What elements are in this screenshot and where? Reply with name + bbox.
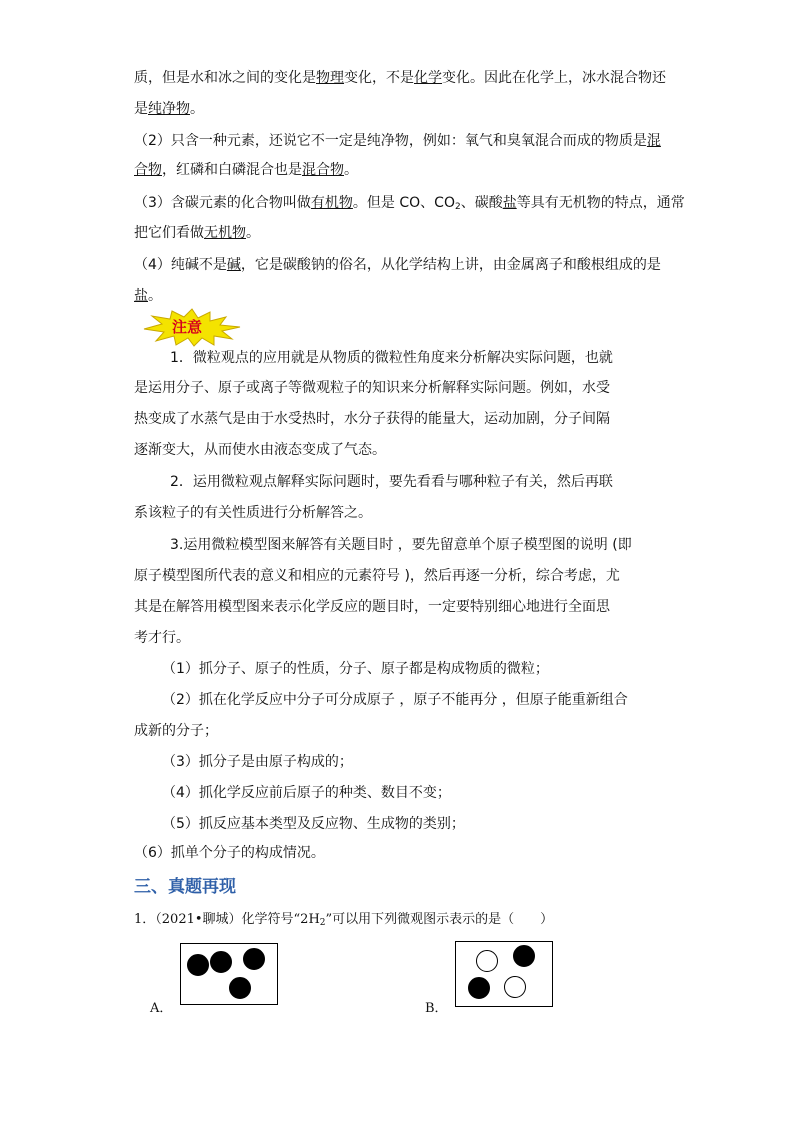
subpoint-2-line-2: 成新的分子； (134, 723, 218, 739)
white-atom-icon (476, 950, 498, 972)
notice-3-line-2: 原子模型图所代表的意义和相应的元素符号 )，然后再逐一分析，综合考虑，尤 (134, 568, 620, 584)
paragraph-2-line-1: （2）只含一种元素，还说它不一定是纯净物，例如：氧气和臭氧混合而成的物质是混 (134, 133, 661, 149)
subpoint-1: （1）抓分子、原子的性质，分子、原子都是构成物质的微粒； (162, 661, 549, 677)
notice-2-line-1: 2．运用微粒观点解释实际问题时，要先看看与哪种粒子有关，然后再联 (170, 474, 613, 490)
black-atom-icon (210, 951, 232, 973)
notice-badge-label: 注意 (172, 318, 203, 336)
black-atom-icon (243, 948, 265, 970)
option-b-diagram (455, 941, 553, 1007)
option-a-diagram (180, 943, 278, 1005)
black-atom-icon (468, 977, 490, 999)
paragraph-3-line-2: 把它们看做无机物。 (134, 225, 260, 241)
black-atom-icon (513, 945, 535, 967)
notice-3-line-4: 考才行。 (134, 630, 190, 646)
question-text: 1．（2021•聊城）化学符号“$2H_2$”可以用下列微观图示表示的是（ ） (134, 912, 554, 928)
paragraph-1-line-2: 是纯净物。 (134, 101, 204, 117)
notice-2-line-2: 系该粒子的有关性质进行分析解答之。 (134, 505, 372, 521)
paragraph-4-line-1: （4）纯碱不是碱，它是碳酸钠的俗名，从化学结构上讲，由金属离子和酸根组成的是 (134, 257, 661, 273)
notice-1-line-1: 1．微粒观点的应用就是从物质的微粒性角度来分析解决实际问题，也就 (170, 350, 613, 366)
black-atom-icon (229, 977, 251, 999)
paragraph-4-line-2: 盐。 (134, 288, 162, 304)
option-b-label: B． (425, 1001, 448, 1016)
section-heading: 三、真题再现 (134, 877, 236, 897)
notice-3-line-3: 其是在解答用模型图来表示化学反应的题目时，一定要特别细心地进行全面思 (134, 599, 610, 615)
subpoint-6: （6）抓单个分子的构成情况。 (134, 845, 325, 861)
notice-badge (140, 307, 244, 347)
notice-3-line-1: 3.运用微粒模型图来解答有关题目时 ，要先留意单个原子模型图的说明 (即 (170, 537, 632, 553)
notice-1-line-2: 是运用分子、原子或离子等微观粒子的知识来分析解释实际问题。例如，水受 (134, 380, 610, 396)
subpoint-4: （4）抓化学反应前后原子的种类、数目不变； (162, 785, 451, 801)
black-atom-icon (187, 954, 209, 976)
subpoint-2-line-1: （2）抓在化学反应中分子可分成原子 ，原子不能再分 ，但原子能重新组合 (162, 692, 628, 708)
option-a-label: A． (150, 1001, 173, 1016)
notice-1-line-3: 热变成了水蒸气是由于水受热时，水分子获得的能量大，运动加剧，分子间隔 (134, 411, 610, 427)
paragraph-2-line-2: 合物，红磷和白磷混合也是混合物。 (134, 162, 358, 178)
subpoint-5: （5）抓反应基本类型及反应物、生成物的类别； (162, 816, 465, 832)
paragraph-3-line-1: （3）含碳元素的化合物叫做有机物。但是 CO、$CO_2$、碳酸盐等具有无机物的特点，通常 (134, 195, 685, 212)
notice-1-line-4: 逐渐变大，从而使水由液态变成了气态。 (134, 442, 386, 458)
paragraph-1-line-1: 质，但是水和冰之间的变化是物理变化，不是化学变化。因此在化学上，冰水混合物还 (134, 70, 666, 86)
subpoint-3: （3）抓分子是由原子构成的； (162, 754, 353, 770)
white-atom-icon (504, 976, 526, 998)
